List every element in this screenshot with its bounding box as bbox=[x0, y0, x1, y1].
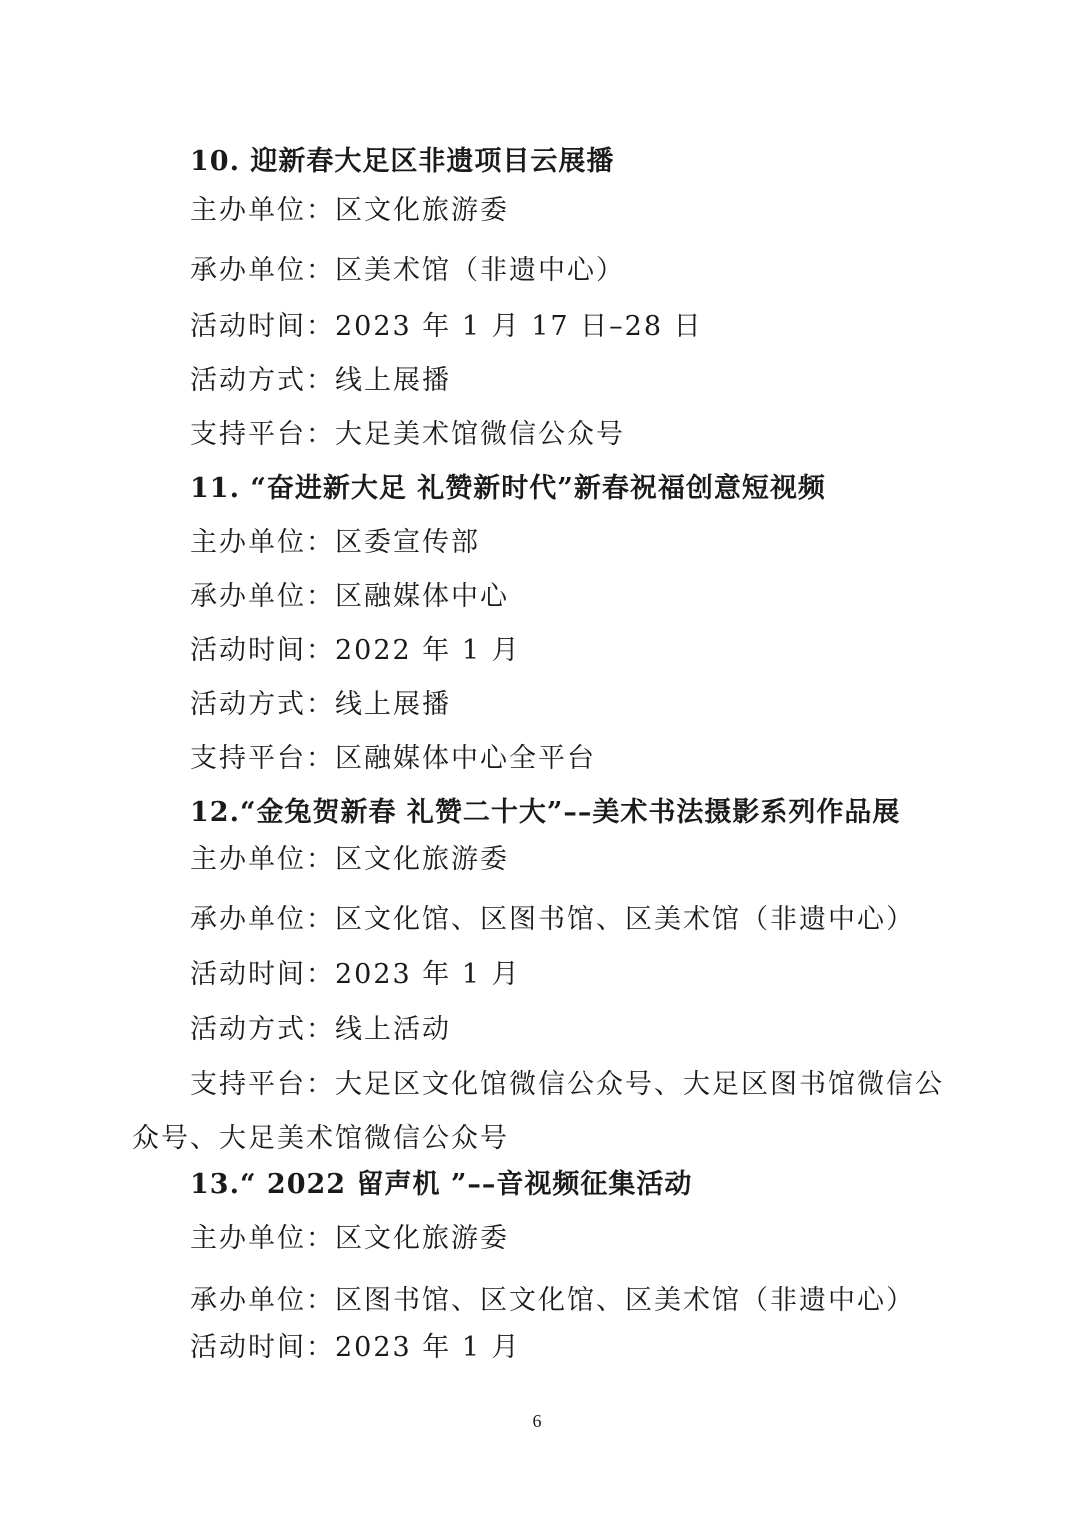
time-line: 活动时间：2023 年 1 月 bbox=[190, 959, 521, 990]
section-heading: 11. “奋进新大足 礼赞新时代”新春祝福创意短视频 bbox=[190, 473, 826, 504]
section-heading: 13.“ 2022 留声机 ”––音视频征集活动 bbox=[190, 1169, 693, 1200]
undertaker-line: 承办单位：区融媒体中心 bbox=[190, 581, 509, 612]
organizer-line: 主办单位：区文化旅游委 bbox=[190, 195, 509, 226]
section-heading: 12.“金兔贺新春 礼赞二十大”––美术书法摄影系列作品展 bbox=[190, 797, 901, 828]
undertaker-line: 承办单位：区图书馆、区文化馆、区美术馆（非遗中心） bbox=[190, 1285, 915, 1316]
platform-line: 支持平台：大足区文化馆微信公众号、大足区图书馆微信公 bbox=[190, 1069, 944, 1100]
time-line: 活动时间：2022 年 1 月 bbox=[190, 635, 521, 666]
platform-line: 支持平台：区融媒体中心全平台 bbox=[190, 743, 596, 774]
time-line: 活动时间：2023 年 1 月 bbox=[190, 1332, 521, 1363]
section-heading: 10. 迎新春大足区非遗项目云展播 bbox=[190, 146, 615, 177]
method-line: 活动方式：线上活动 bbox=[190, 1014, 451, 1045]
platform-line: 支持平台：大足美术馆微信公众号 bbox=[190, 419, 625, 450]
method-line: 活动方式：线上展播 bbox=[190, 365, 451, 396]
organizer-line: 主办单位：区文化旅游委 bbox=[190, 1223, 509, 1254]
undertaker-line: 承办单位：区文化馆、区图书馆、区美术馆（非遗中心） bbox=[190, 904, 915, 935]
organizer-line: 主办单位：区委宣传部 bbox=[190, 527, 480, 558]
time-line: 活动时间：2023 年 1 月 17 日–28 日 bbox=[190, 311, 703, 342]
undertaker-line: 承办单位：区美术馆（非遗中心） bbox=[190, 255, 625, 286]
method-line: 活动方式：线上展播 bbox=[190, 689, 451, 720]
platform-line-continued: 众号、大足美术馆微信公众号 bbox=[132, 1123, 509, 1154]
page-number: 6 bbox=[532, 1411, 542, 1431]
organizer-line: 主办单位：区文化旅游委 bbox=[190, 844, 509, 875]
